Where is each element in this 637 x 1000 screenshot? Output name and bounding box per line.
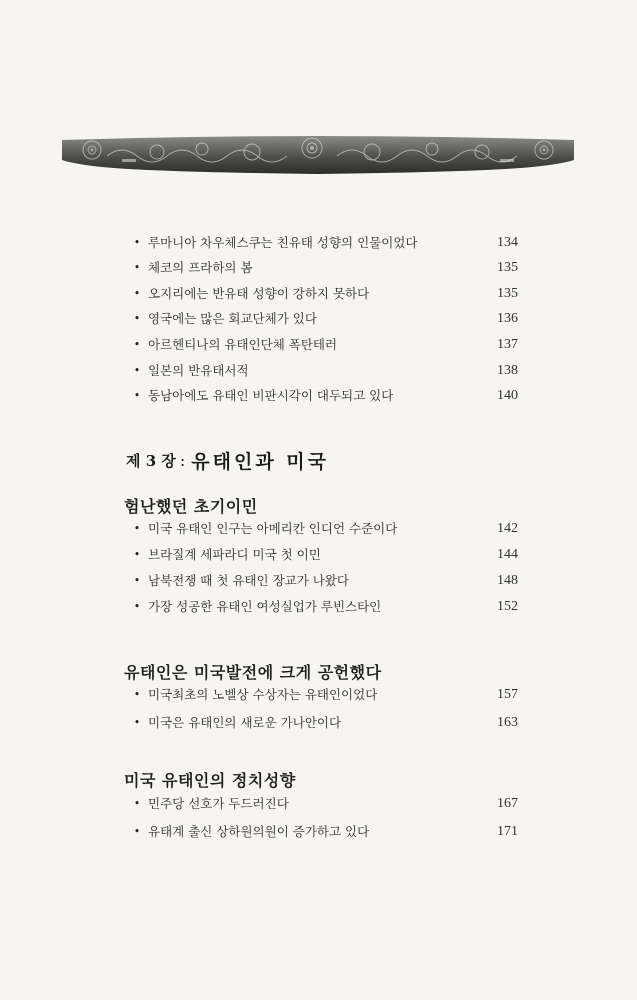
bullet-icon: •: [133, 797, 141, 810]
bullet-icon: •: [133, 548, 141, 561]
toc-entry: [132, 283, 518, 305]
toc-entry: [132, 684, 518, 706]
entry-title: 영국에는 많은 회교단체가 있다: [148, 311, 317, 326]
bullet-icon: •: [133, 389, 141, 402]
chapter-label: 제 3 장: [126, 452, 176, 470]
toc-entry: [132, 360, 518, 382]
entry-title: 유태계 출신 상하원의원이 증가하고 있다: [148, 824, 370, 839]
entry-title: 가장 성공한 유태인 여성실업가 루빈스타인: [148, 599, 382, 614]
toc-entry: [132, 308, 518, 330]
entry-page: 148: [497, 573, 518, 588]
section-heading: 미국 유태인의 정치성향: [124, 771, 296, 790]
entry-title: 일본의 반유태서적: [148, 363, 249, 378]
bullet-icon: •: [133, 600, 141, 613]
bullet-icon: •: [133, 261, 141, 274]
bullet-icon: •: [133, 716, 141, 729]
bullet-icon: •: [133, 522, 141, 535]
entry-page: 135: [497, 260, 518, 275]
bullet-icon: •: [133, 312, 141, 325]
toc-entry: [132, 821, 518, 843]
section-heading: 험난했던 초기이민: [124, 497, 258, 516]
toc-entry: [132, 518, 518, 540]
entry-page: 138: [497, 363, 518, 378]
entry-page: 136: [497, 311, 518, 326]
bullet-icon: •: [133, 574, 141, 587]
entry-page: 142: [497, 521, 518, 536]
entry-page: 167: [497, 796, 518, 811]
toc-entry: [132, 712, 518, 734]
bullet-icon: •: [133, 688, 141, 701]
entry-page: 157: [497, 687, 518, 702]
entry-title: 남북전쟁 때 첫 유태인 장교가 나왔다: [148, 573, 349, 588]
entry-page: 137: [497, 337, 518, 352]
bullet-icon: •: [133, 338, 141, 351]
entry-page: 135: [497, 286, 518, 301]
chapter-title: 유태인과 미국: [191, 451, 330, 473]
toc-entry: [132, 596, 518, 618]
entry-page: 144: [497, 547, 518, 562]
toc-entry: [132, 334, 518, 356]
toc-entry: [132, 793, 518, 815]
toc-entry: [132, 232, 518, 254]
entry-page: 163: [497, 715, 518, 730]
entry-title: 미국은 유태인의 새로운 가나안이다: [148, 715, 342, 730]
entry-title: 미국 유태인 인구는 아메리칸 인디언 수준이다: [148, 521, 398, 536]
entry-title: 루마니아 차우체스쿠는 친유태 성향의 인물이었다: [148, 235, 418, 250]
entry-title: 체코의 프라하의 봄: [148, 260, 253, 275]
chapter-heading: [126, 447, 329, 477]
bullet-icon: •: [133, 825, 141, 838]
toc-entry: [132, 544, 518, 566]
chapter-colon: :: [179, 451, 186, 470]
bullet-icon: •: [133, 287, 141, 300]
entry-page: 152: [497, 599, 518, 614]
entry-title: 동남아에도 유태인 비판시각이 대두되고 있다: [148, 388, 394, 403]
entry-title: 미국최초의 노벨상 수상자는 유태인이었다: [148, 687, 378, 702]
section-heading: 유태인은 미국발전에 크게 공헌했다: [124, 663, 382, 682]
toc-entry: [132, 257, 518, 279]
bullet-icon: •: [133, 236, 141, 249]
entry-page: 134: [497, 235, 518, 250]
entry-title: 아르헨티나의 유태인단체 폭탄테러: [148, 337, 338, 352]
toc-entry: [132, 570, 518, 592]
entry-title: 브라질계 세파라디 미국 첫 이민: [148, 547, 321, 562]
entry-page: 171: [497, 824, 518, 839]
bullet-icon: •: [133, 364, 141, 377]
toc-entry: [132, 385, 518, 407]
entry-title: 오지리에는 반유태 성향이 강하지 못하다: [148, 286, 370, 301]
entry-title: 민주당 선호가 두드러진다: [148, 796, 289, 811]
entry-page: 140: [497, 388, 518, 403]
